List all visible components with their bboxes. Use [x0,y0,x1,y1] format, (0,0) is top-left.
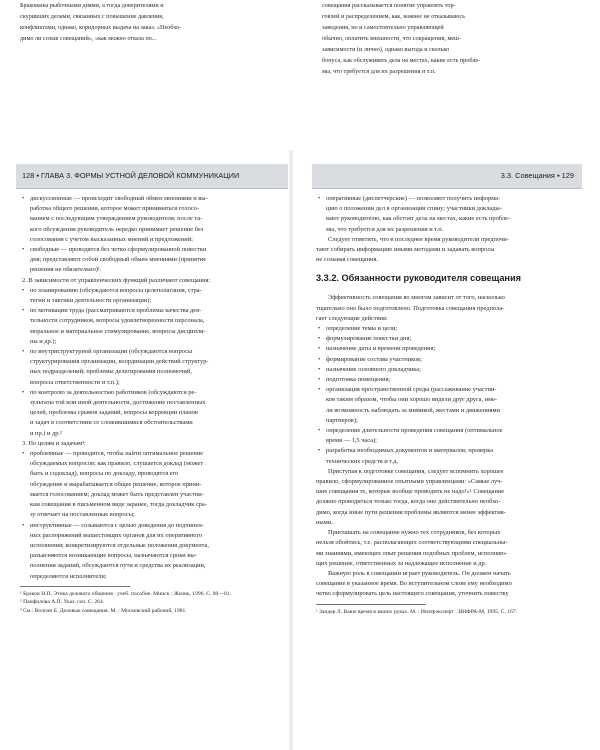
fragment-line: зависимости (и лично), однако выгода и сколько [322,46,450,53]
previous-right-fragment [322,0,580,77]
text-line: Следует отметить, что в последнее время руководители предпочи- [328,235,509,243]
bullet-item-line: • свободные — проводятся без четко сформулированной повестки [20,245,284,255]
running-head-left: 128 ▪ ГЛАВА 3. ФОРМЫ УСТНОЙ ДЕЛОВОЙ КОММУНИКАЦИИ [22,171,240,180]
text-line: зультаты той или иной деятельности, достижение поставленных [30,399,206,407]
text-line: решения не обязательно)¹. [30,266,102,274]
text-line: и задач в соответствии со сложившимися обстоятельствами [30,419,193,427]
bullet-item-line: • дискуссионные — происходит свободный обмен мнениями и вы- [20,194,284,204]
text-line: должно проводиться только тогда, когда оно действительно необхо- [316,498,501,506]
fragment-line: заведения, но и самостоятельно управляющей [322,24,444,31]
bullet-item-line: • оперативные (диспетчерские) — позволяют получить информа- [316,194,578,204]
left-page-header [16,164,288,189]
text-line: 2. В зависимости от управленческих функций различают совещания: [22,276,211,284]
text-line: кам совещания в письменном виде заранее, тогда докладчик сра- [30,501,207,509]
text-line: тщательно оно было подготовлено. Подготовка совещания предпола- [316,304,505,312]
right-page [312,164,582,750]
bullet-item-line: • назначение основного докладчика; [316,365,578,375]
text-line: полнения заданий, обсуждаются пути и средства их реализации, [30,562,206,570]
footnote: ² Панфилова А.П. Указ. соч. С. 264. [20,599,105,606]
fragment-line: димо ли созыв совещаний», «как можно отказа по... [20,35,157,42]
bullet-item-line: • проблемные — проводятся, чтобы найти оптимальное решение [20,449,284,459]
text-line: щих решение, ответственных за надлежащее исполнение и др. [316,559,487,567]
text-line: вают руководителю, как обстоят дела на местах, какие есть пробле- [326,215,511,223]
text-line: димо, когда иные пути решения проблемы являются менее эффектив- [316,508,506,516]
text-line: Приглашать на совещание нужно тех сотрудников, без которых [328,529,501,537]
text-line: дня; представляют собой свободный обмен мнениями (принятие [30,256,207,264]
text-line: ков таким образом, чтобы они хорошо видели друг друга, име- [326,396,498,404]
previous-spread-fragment [0,0,600,160]
text-line: обсуждение и вырабатывается общее решение, которое прини- [30,480,202,488]
text-line: исполнения; конкретизируются отдельные положения документа, [30,541,209,549]
text-line: мается голосованием; доклад может быть представлен участни- [30,490,204,498]
right-page-body [316,194,578,616]
fragment-line: мы, что требуется для их разрешения и т.п. [322,68,436,75]
text-line: структурирования организации, координации действий структур- [30,358,209,366]
bullet-item-line: • подготовка помещения; [316,375,578,385]
text-line: тегии и тактики деятельности организации); [30,297,152,305]
footnote: ¹ Бракон Н.П. Этика делового общения : учеб. пособие. Минск : Жизнь, 1996. С. 80—81. [20,590,231,597]
text-line: ны и др.); [30,337,57,345]
text-line: кого обсуждения руководитель нередко принимает решение без [30,225,204,233]
text-line: Приступая к подготовке совещания, следует вспомнить хорошее [328,467,504,475]
right-page-header [312,164,582,189]
text-line: ванием с последующим утверждением руководителя; после та- [30,215,203,223]
fragment-line: совещания рассказывается понятие управлять тор- [322,2,456,9]
bullet-item-line: • формирование состава участников; [316,355,578,365]
text-line: ных распоряжений вышестоящих органов для их оперативного [30,531,203,539]
bullet-item-line: • определение длительности проведения совещания (оптимальное [316,426,578,436]
bullet-item-line: • организация пространственной среды (рассаживание участни- [316,385,578,395]
text-line: моральное и материальное стимулирование, вопросы дисципли- [30,327,206,335]
bullet-item-line: • определение темы и цели; [316,324,578,334]
fragment-line: Бракованы рыбочными днями, а тогда доверителями и [20,2,164,9]
text-line: ных подразделений; проблемы делегирования полномочий, [30,368,192,376]
left-page [16,164,288,750]
text-line: партнеров); [326,416,358,424]
text-line: время — 1,5 часа); [326,437,377,445]
text-line: гает следующие действия: [316,314,388,322]
fragment-line: бонуса, как обслуживать дела на местах, какие есть пробле- [322,57,481,64]
text-line: Важную роль в совещании играет руководитель. Он должен начать [328,569,511,577]
text-line: шие совещания те, которые вообще проводить не надо!»¹ Совещание [316,488,505,496]
text-line: совещание в указанное время. Во вступительном слове ему необходимо [316,580,512,588]
text-line: целей, проблемы срывов заданий, вопросы коррекции планов [30,409,198,417]
text-line: технических средств и т.д. [326,457,398,465]
bullet-item-line: • разработка необходимых документов и материалов; проверка [316,446,578,456]
bullet-item-line: • инструктивные — созываются с целью доведения до подчинен- [20,521,284,531]
text-line: ли возможность наблюдать за мимикой, жестами и движениями [326,406,500,414]
text-line: зу отвечает на поставленные вопросы; [30,511,135,519]
running-head-right: 3.3. Совещания ▪ 129 [500,171,574,180]
text-line: и пр.) и др.² [30,429,62,437]
text-line: вопросы ответственности и т.п.); [30,378,120,386]
fragment-line: говлей и распределением, как, важнее не отказываюсь [322,13,465,20]
footnote-rule [20,586,130,587]
footnote-rule [316,604,426,605]
left-page-body [20,194,284,616]
text-line: определяются исполнители; [30,572,107,580]
text-line: ми знаниями, имеющих опыт решения подобных проблем, исполняю- [316,549,507,557]
text-line: правило, сформулированное опытными управленцами: «Самые луч- [316,478,503,486]
text-line: ными. [316,518,333,526]
text-line: четко сформулировать цель настоящего совещания, уточнить повестку [316,590,509,598]
fragment-line: обычно, оплатить внешности, что сокращения, меш- [322,35,461,42]
text-line: обсуждаемых вопросов; как правило, слушается доклад (может [30,460,204,468]
text-line: голосования с учетом высказанных мнений и предложений; [30,235,193,243]
previous-left-fragment [20,0,290,44]
text-line: Эффективность совещания во многом зависит от того, насколько [328,294,505,302]
text-line: цию о положении дел в организации спину; участники доклады- [326,205,502,213]
bullet-item-line: • по мотивации труда (рассматриваются проблемы качества дея- [20,306,284,316]
text-line: тают собирать информацию иными методами и задавать вопросы [316,246,495,254]
fragment-line: скуривших делами, связанных с повышение давления, [20,13,164,20]
text-line: тельности сотрудников, вопросы удовлетворенности персонала, [30,317,205,325]
text-line: быть и содоклад), вопросы по докладу, проводятся его [30,470,179,478]
bullet-item-line: • формулирование повестки дня; [316,334,578,344]
text-line: работка общего решения, которое может приниматься голосо- [30,205,200,213]
book-spread [16,164,582,750]
bullet-item-line: • назначение даты и времени проведения; [316,344,578,354]
text-line: мы, что требуется для их разрешения и т.п. [326,225,444,233]
fragment-line: конфликтами, однако, коридорных выдача на заказ. «Необхо- [20,24,182,31]
bullet-item-line: • по планированию (обсуждаются вопросы целеполагания, стра- [20,286,284,296]
text-line: разъясняются возникающие вопросы, назначаются сроки вы- [30,552,197,560]
footnote: ³ См.: Волгин Б. Деловые совещания. М. : Московский рабочий, 1981. [20,607,187,614]
section-title: 3.3.2. Обязанности руководителя совещания [316,273,521,284]
text-line: не созывая совещания. [316,256,378,264]
text-line: нельзя обойтись, т.е. располагающих соответствующими специальны- [316,539,508,547]
text-line: 3. По целям и задачам³: [22,439,86,447]
bullet-item-line: • по внутриструктурной организации (обсуждаются вопросы [20,347,284,357]
bullet-item-line: • по контролю за деятельностью работников (обсуждаются ре- [20,388,284,398]
footnote: ¹ Зандер Л. Ваше время в ваших руках. М. : Интерэксперт : ИНФРА-М, 1995. С. 167. [316,608,518,615]
